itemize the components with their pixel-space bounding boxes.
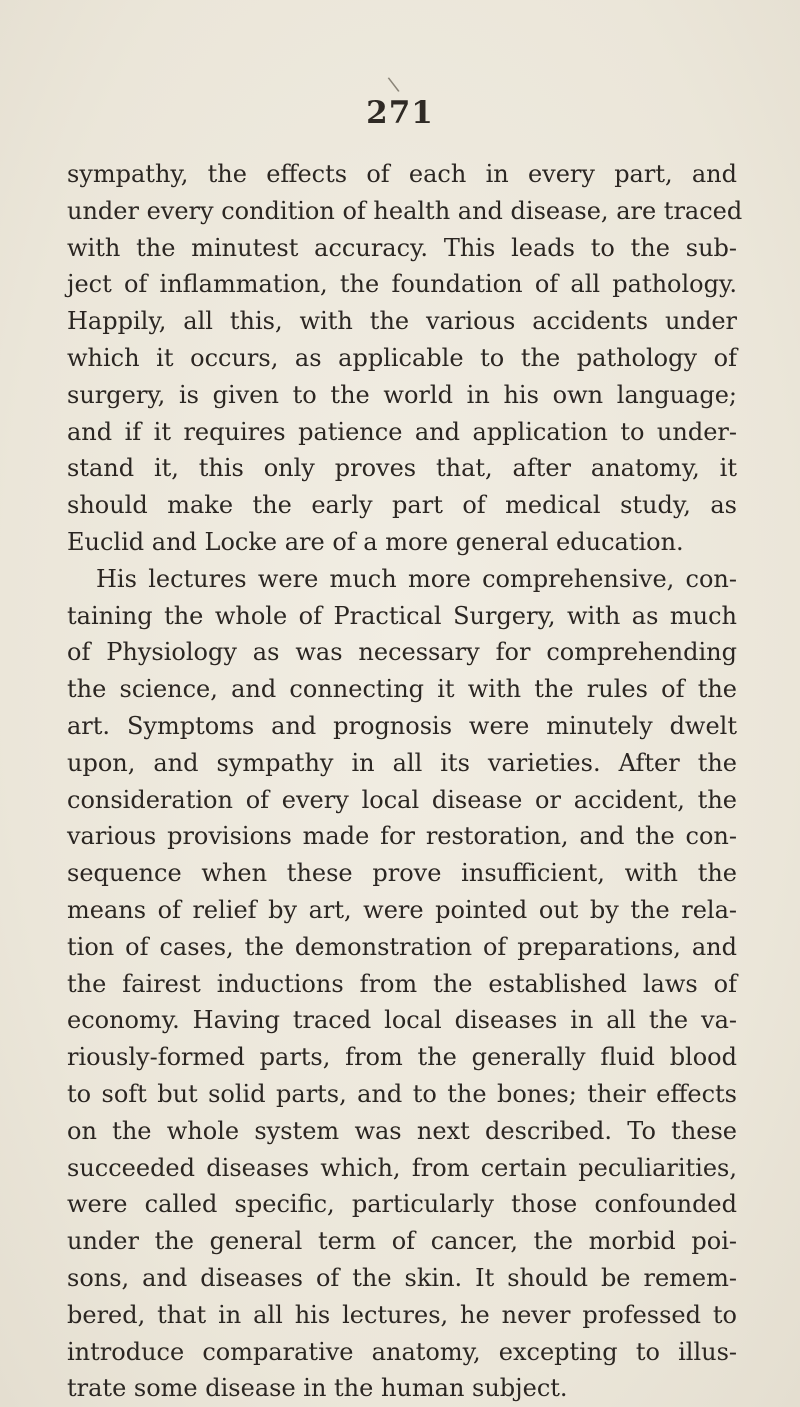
text-line: bered, that in all his lectures, he never professed to [67, 1300, 737, 1329]
text-line: various provisions made for restoration, and the con- [67, 822, 737, 851]
text-line: consideration of every local disease or accident, the [67, 785, 737, 814]
text-line: taining the whole of Practical Surgery, with as much [67, 601, 737, 630]
text-line: riously-formed parts, from the generally fluid blood [67, 1043, 737, 1072]
text-line: art. Symptoms and prognosis were minutely dwelt [67, 711, 737, 740]
text-line: the science, and connecting it with the rules of the [67, 675, 737, 704]
page-number: 271 [366, 95, 434, 131]
text-line: to soft but solid parts, and to the bones; their effects [67, 1079, 737, 1108]
text-line: and if it requires patience and application to under- [67, 417, 737, 446]
text-line: trate some disease in the human subject. [67, 1374, 568, 1403]
text-line: were called specific, particularly those confounded [67, 1190, 737, 1219]
text-line: of Physiology as was necessary for comprehending [67, 638, 737, 667]
text-line: economy. Having traced local diseases in all the va- [67, 1006, 737, 1035]
text-line: which it occurs, as applicable to the pathology of [67, 343, 737, 372]
text-line: Euclid and Locke are of a more general education. [67, 527, 684, 556]
text-line: the fairest inductions from the established laws of [67, 969, 737, 998]
text-line: with the minutest accuracy. This leads to the sub- [67, 233, 737, 262]
text-line: tion of cases, the demonstration of preparations, and [67, 932, 737, 961]
text-line: should make the early part of medical study, as [67, 491, 737, 520]
text-line: His lectures were much more comprehensive, con- [96, 564, 737, 593]
text-line: sympathy, the effects of each in every part, and [67, 160, 737, 188]
body-text [67, 156, 743, 1407]
text-line: sequence when these prove insufficient, with the [67, 859, 737, 888]
text-line: means of relief by art, were pointed out by the rela- [67, 895, 737, 924]
text-line: under every condition of health and disease, are traced [67, 196, 743, 225]
text-line: succeeded diseases which, from certain peculiarities, [67, 1153, 737, 1182]
text-line: upon, and sympathy in all its varieties. After the [67, 748, 737, 777]
text-line: under the general term of cancer, the morbid poi- [67, 1227, 737, 1256]
text-line: sons, and diseases of the skin. It should be remem- [67, 1263, 737, 1292]
text-line: ject of inflammation, the foundation of all pathology. [67, 270, 737, 299]
text-line: surgery, is given to the world in his own language; [67, 380, 737, 409]
text-line: on the whole system was next described. To these [67, 1116, 737, 1145]
text-line: introduce comparative anatomy, excepting to illus- [67, 1337, 737, 1366]
page-mark: \ [386, 71, 401, 97]
text-line: Happily, all this, with the various accidents under [67, 307, 737, 336]
text-line: stand it, this only proves that, after anatomy, it [67, 454, 737, 483]
